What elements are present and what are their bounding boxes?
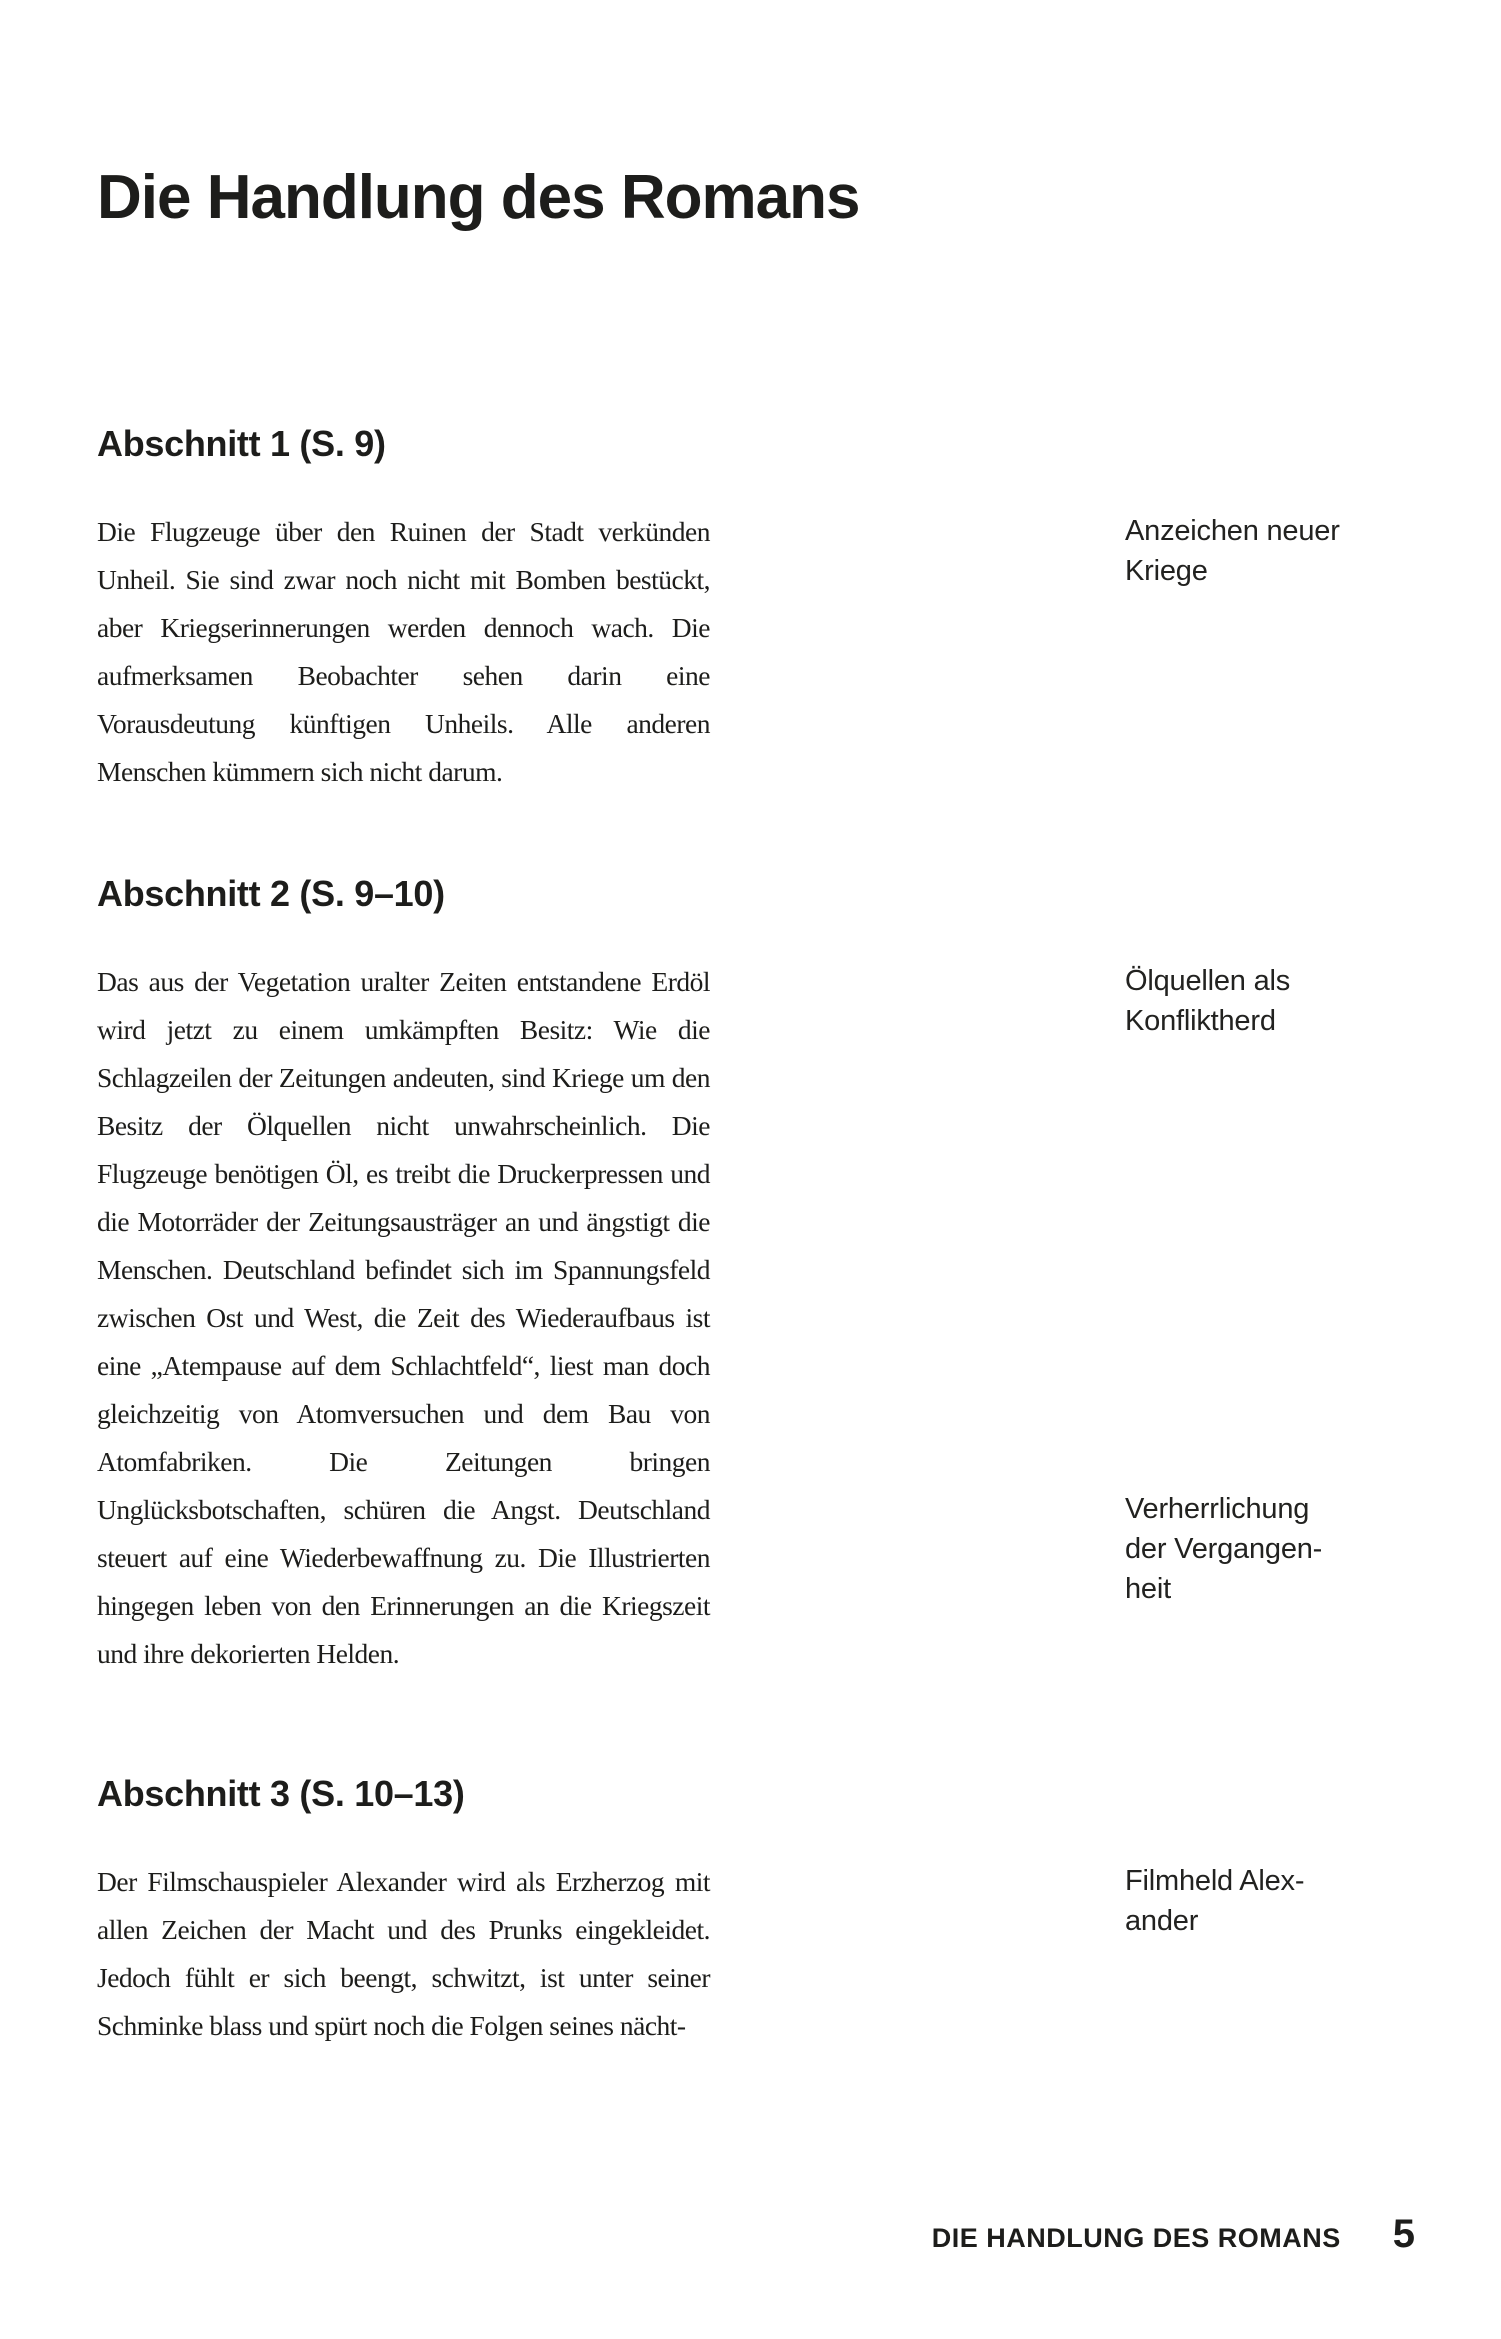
section-paragraph-2: Das aus der Vegetation uralter Zeiten entstandene Erdöl wird jetzt zu einem umkämpften Besitz: Wie die Schlagzeilen der Zeitungen andeuten, sind Kriege um den Besitz der Ölquellen nicht unwahrscheinlich. Die Flugzeuge benötigen Öl, es treibt die Druckerpressen und die Motorräder der Zeitungsausträger an und ängstigt die Menschen. Deutschland befindet sich im Spannungsfeld zwischen Ost und West, die Zeit des Wiederaufbaus ist eine „Atempause auf dem Schlachtfeld“, liest man doch gleichzeitig von Atomversuchen und dem Bau von Atomfabriken. Die Zeitungen bringen Unglücksbotschaften, schüren die Angst. Deutschland steuert auf eine Wiederbewaffnung zu. Die Illustrierten hingegen leben von den Erinnerungen an die Kriegszeit und ihre dekorierten Helden.	[97, 966, 710, 1669]
section-abschnitt-1	[97, 420, 1501, 796]
section-content-1	[97, 508, 1501, 796]
page-title: Die Handlung des Romans	[97, 163, 860, 232]
section-abschnitt-3	[97, 1770, 1501, 2050]
margin-note-anzeichen-neuer-kriege: Anzeichen neuer Kriege	[1125, 515, 1340, 587]
section-content-2	[97, 958, 1501, 1678]
section-heading-3: Abschnitt 3 (S. 10–13)	[97, 1773, 465, 1814]
running-head: DIE HANDLUNG DES ROMANS	[931, 2223, 1341, 2253]
section-content-3	[97, 1858, 1501, 2050]
margin-note-oelquellen-als-konfliktherd: Ölquellen als Konfliktherd	[1125, 965, 1291, 1037]
section-heading-1: Abschnitt 1 (S. 9)	[97, 423, 386, 464]
section-heading-2: Abschnitt 2 (S. 9–10)	[97, 873, 445, 914]
margin-note-verherrlichung-der-vergangenheit: Verherrlichung der Vergangen- heit	[1125, 1493, 1323, 1605]
page-footer	[932, 2212, 1415, 2257]
section-abschnitt-2	[97, 870, 1501, 1678]
section-paragraph-1: Die Flugzeuge über den Ruinen der Stadt verkünden Unheil. Sie sind zwar noch nicht mit Bomben bestückt, aber Kriegserinnerungen werden dennoch wach. Die aufmerksamen Beobachter sehen darin eine Vorausdeutung künftigen Unheils. Alle anderen Menschen kümmern sich nicht darum.	[97, 516, 710, 787]
margin-note-filmheld-alexander: Filmheld Alex- ander	[1125, 1865, 1305, 1937]
page-number: 5	[1392, 2212, 1415, 2256]
section-paragraph-3: Der Filmschauspieler Alexander wird als Erzherzog mit allen Zeichen der Macht und des Prunks eingekleidet. Jedoch fühlt er sich beengt, schwitzt, ist unter seiner Schminke blass und spürt noch die Folgen seines nächt-	[97, 1866, 710, 2041]
